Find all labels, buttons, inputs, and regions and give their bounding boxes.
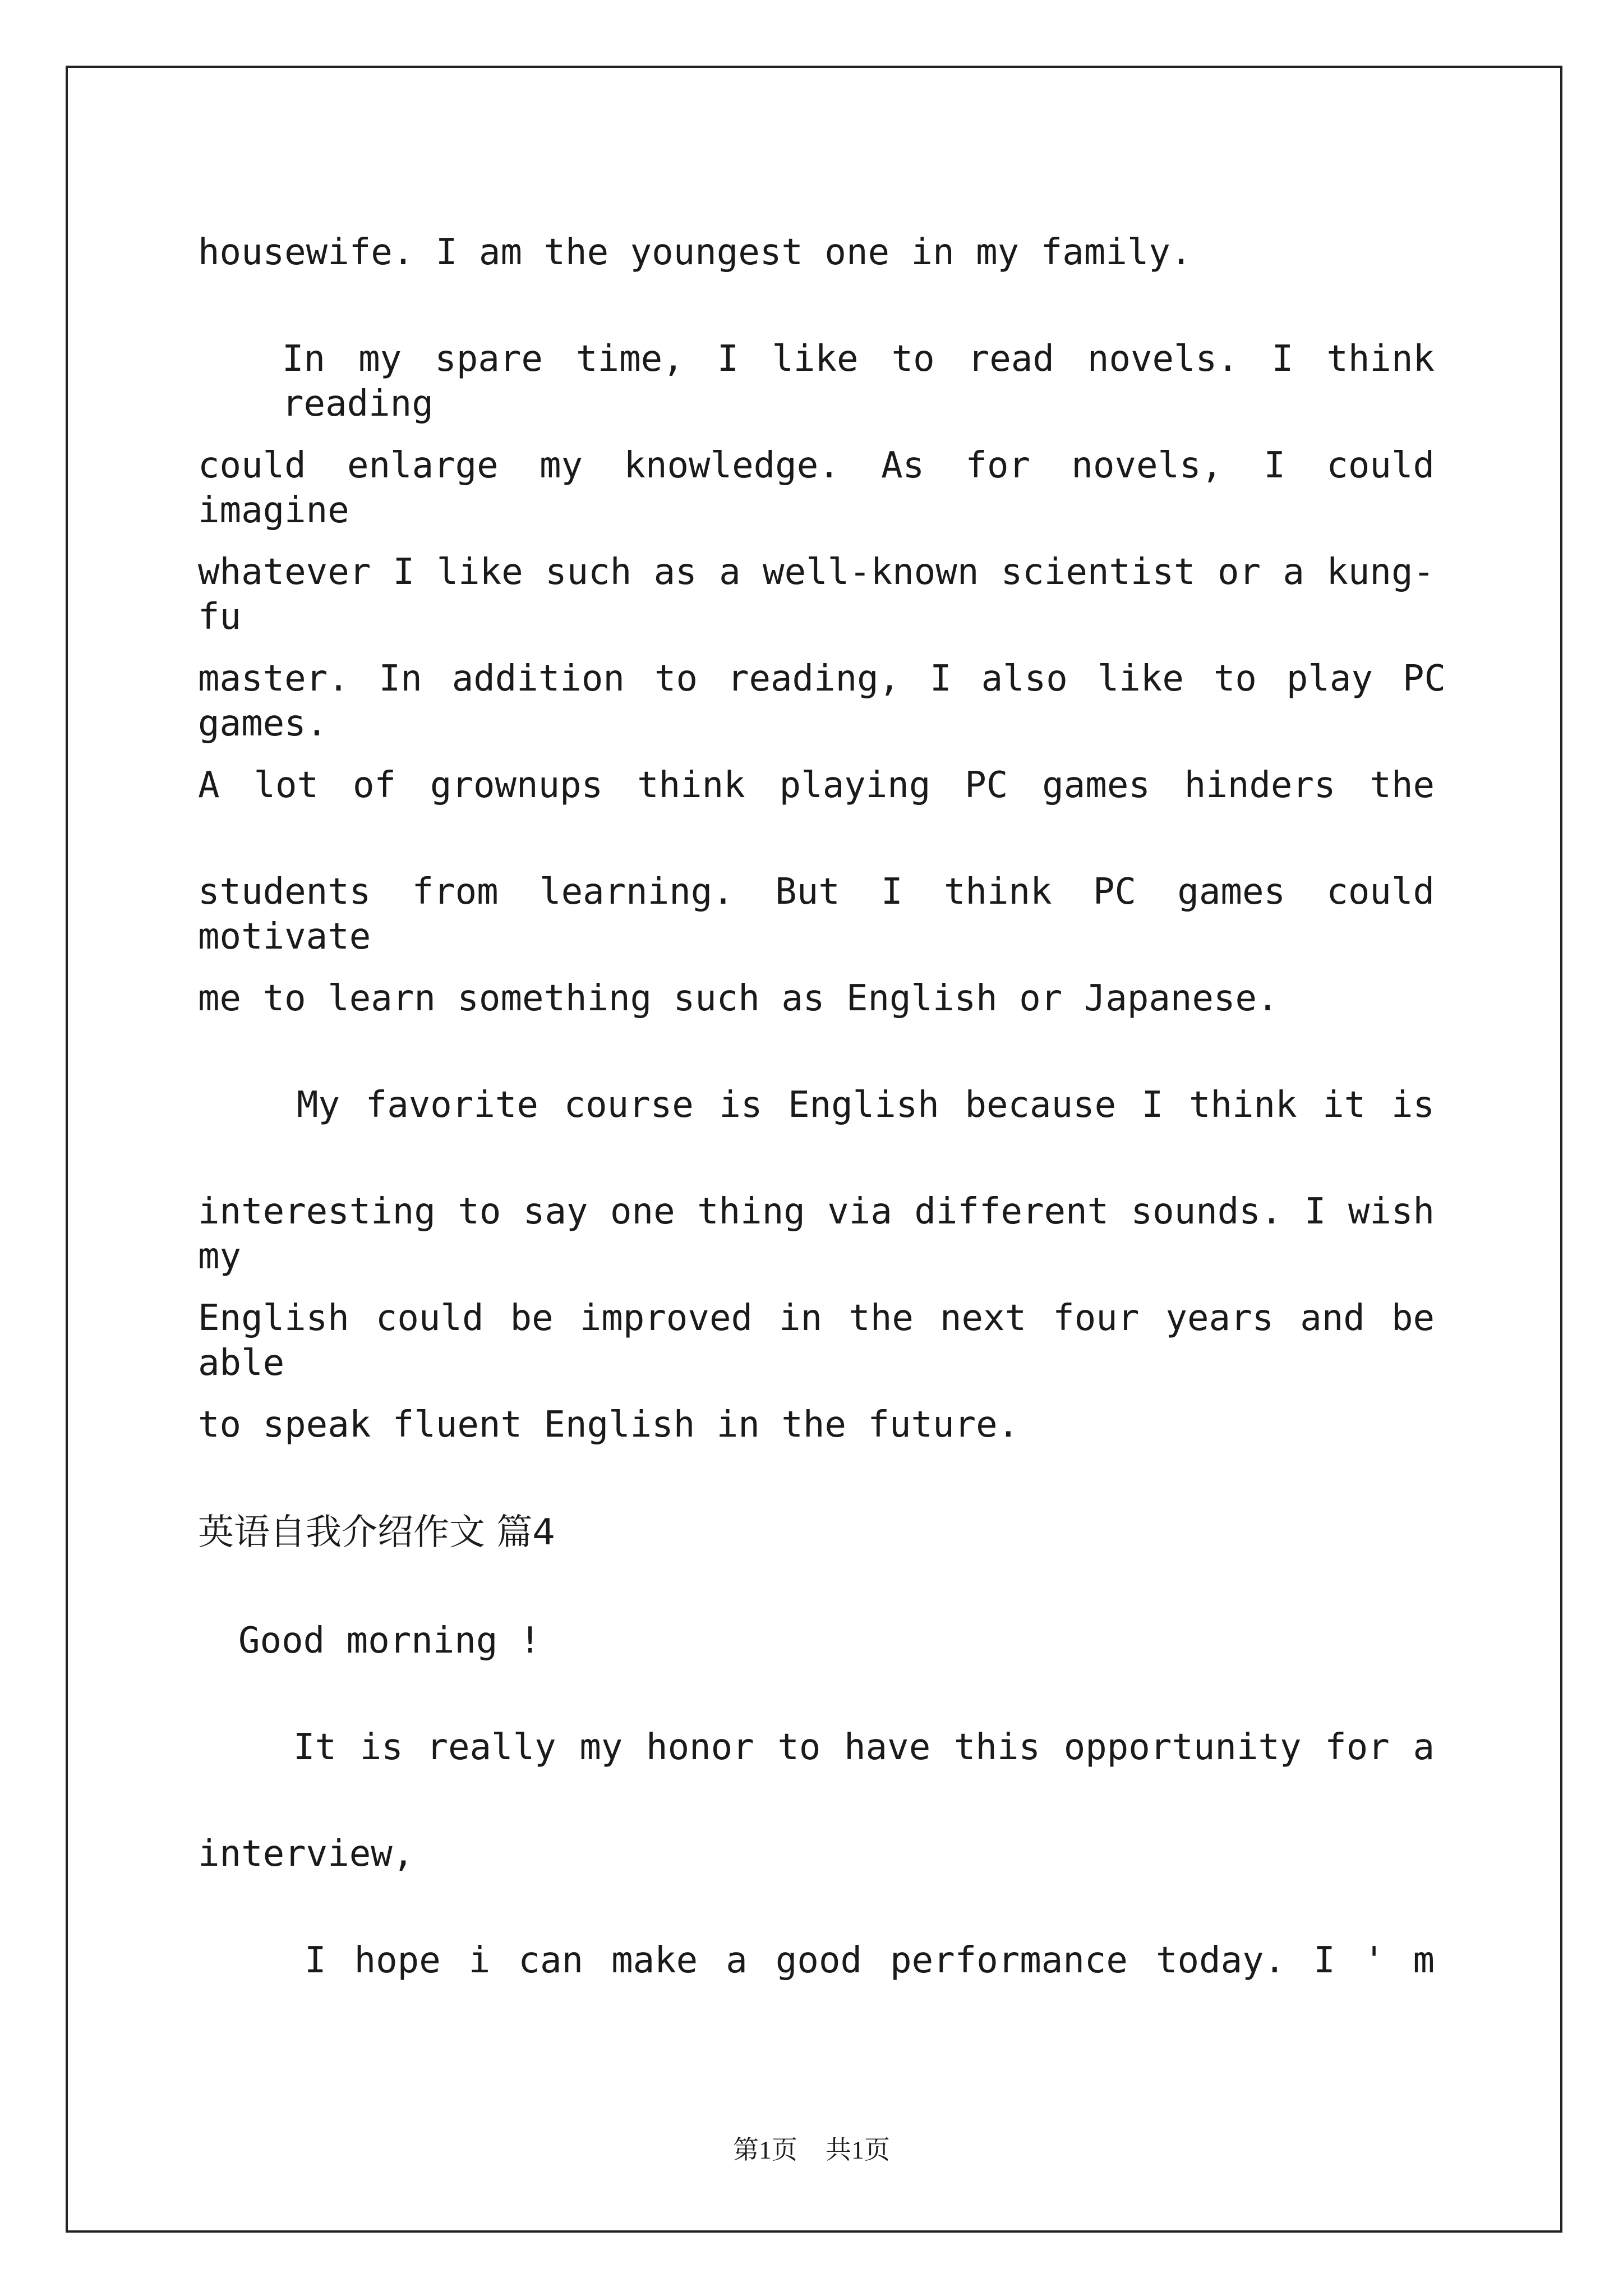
text-line: English could be improved in the next four years and be able bbox=[198, 1297, 1435, 1384]
section-heading: 英语自我介绍作文 篇4 bbox=[198, 1512, 556, 1553]
text-line: A lot of grownups think playing PC games hinders the bbox=[198, 765, 1435, 806]
text-line: could enlarge my knowledge. As for novels, I could imagine bbox=[198, 445, 1435, 531]
text-line: interview, bbox=[198, 1833, 414, 1875]
page-footer bbox=[0, 2133, 1623, 2167]
text-line: master. In addition to reading, I also like to play PC games. bbox=[198, 658, 1446, 744]
text-line: me to learn something such as English or Japanese. bbox=[198, 978, 1279, 1019]
paragraph-start-line: It is really my honor to have this opportunity for a bbox=[293, 1727, 1435, 1768]
greeting-line: Good morning ! bbox=[238, 1620, 541, 1662]
text-line: students from learning. But I think PC games could motivate bbox=[198, 871, 1435, 958]
text-line: interesting to say one thing via different sounds. I wish my bbox=[198, 1191, 1435, 1277]
paragraph-start-line: My favorite course is English because I think it is bbox=[297, 1084, 1435, 1126]
text-line: to speak fluent English in the future. bbox=[198, 1404, 1020, 1446]
text-line: housewife. I am the youngest one in my family. bbox=[198, 232, 1192, 273]
paragraph-start-line: In my spare time, I like to read novels. I think reading bbox=[282, 338, 1435, 425]
page-number-total: 共1页 bbox=[826, 2136, 890, 2164]
text-line: whatever I like such as a well-known scientist or a kung-fu bbox=[198, 551, 1435, 638]
paragraph-start-line: I hope i can make a good performance today. I ' m bbox=[305, 1940, 1435, 1981]
page-number-current: 第1页 bbox=[733, 2136, 797, 2164]
